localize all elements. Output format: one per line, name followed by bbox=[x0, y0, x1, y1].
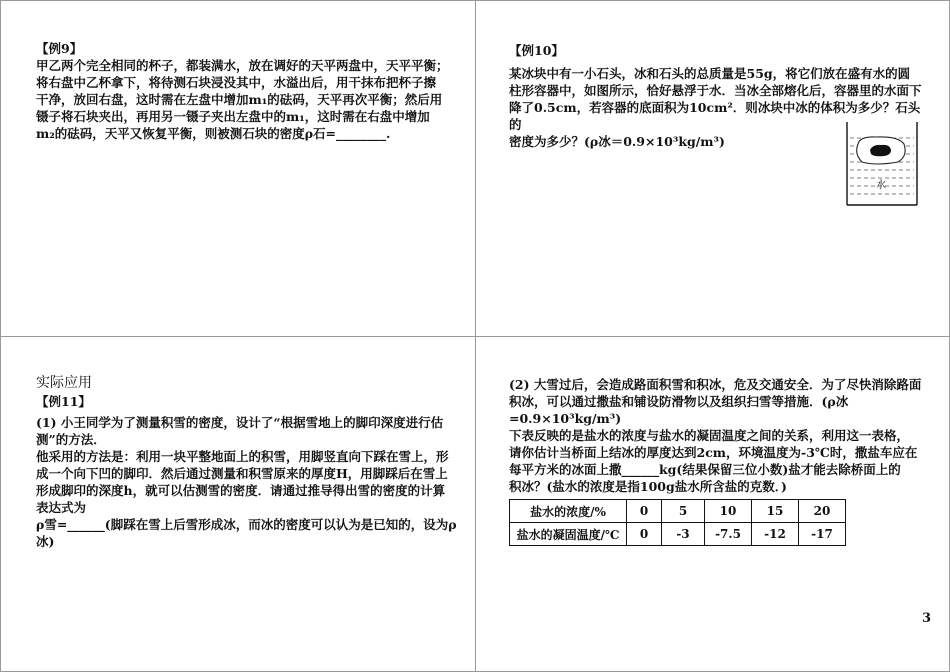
table-cell: -17 bbox=[799, 523, 846, 546]
example-11b-line: =0.9×10³kg/m³) bbox=[509, 411, 622, 426]
example-11-line: 表达式为 bbox=[36, 500, 87, 515]
example-9-line: 将右盘中乙杯拿下，将待测石块浸没其中，水溢出后，用干抹布把杯子擦 bbox=[36, 75, 437, 90]
example-10-line: 密度为多少？(ρ冰＝0.9×10³kg/m³) bbox=[509, 134, 725, 149]
table-header-cell: 盐水的凝固温度/℃ bbox=[510, 523, 627, 546]
example-11-part-2 bbox=[509, 376, 929, 495]
salt-water-table bbox=[509, 499, 846, 546]
table-cell: 20 bbox=[799, 500, 846, 523]
example-9-line: m₂的砝码，天平又恢复平衡，则被测石块的密度ρ石=________. bbox=[36, 126, 391, 141]
example-10-line: 降了0.5cm，若容器的底面积为10cm²．则冰块中冰的体积为多少？石头的 bbox=[509, 100, 921, 132]
table-cell: 15 bbox=[752, 500, 799, 523]
example-9-line: 甲乙两个完全相同的杯子，都装满水，放在调好的天平两盘中，天平平衡； bbox=[36, 58, 449, 73]
table-row bbox=[510, 523, 846, 546]
example-10-line: 柱形容器中，如图所示，恰好悬浮于水．当冰全部熔化后，容器里的水面下 bbox=[509, 83, 922, 98]
salt-table-wrapper bbox=[509, 499, 846, 546]
example-11 bbox=[36, 375, 466, 550]
example-9 bbox=[36, 40, 456, 142]
table-cell: -12 bbox=[752, 523, 799, 546]
example-11-line: (1) 小王同学为了测量积雪的密度，设计了“根据雪地上的脚印深度进行估 bbox=[36, 415, 444, 430]
example-11-line: 形成脚印的深度h，就可以估测雪的密度．请通过推导得出雪的密度的计算 bbox=[36, 483, 446, 498]
section-title: 实际应用 bbox=[36, 375, 92, 391]
container-figure bbox=[846, 122, 918, 206]
table-cell: -3 bbox=[662, 523, 705, 546]
example-11b-line: 积冰？(盐水的浓度是指100g盐水所含盐的克数．) bbox=[509, 479, 787, 494]
page-number: 3 bbox=[922, 611, 932, 626]
example-11b-line: 积冰，可以通过撒盐和铺设防滑物以及组织扫雪等措施．(ρ冰 bbox=[509, 394, 849, 409]
container-diagram bbox=[846, 122, 918, 206]
table-cell: 0 bbox=[627, 523, 662, 546]
example-11b-line: 下表反映的是盐水的浓度与盐水的凝固温度之间的关系，利用这一表格， bbox=[509, 428, 910, 443]
example-10-line: 某冰块中有一小石头，冰和石头的总质量是55g，将它们放在盛有水的圆 bbox=[509, 66, 911, 81]
example-11b-line: 每平方米的冰面上撒______kg(结果保留三位小数)盐才能去除桥面上的 bbox=[509, 462, 901, 477]
example-11-line: ρ雪=______(脚踩在雪上后雪形成冰，而冰的密度可以认为是已知的，设为ρ冰) bbox=[36, 517, 457, 549]
example-11b-line: (2) 大雪过后，会造成路面积雪和积冰，危及交通安全．为了尽快消除路面 bbox=[509, 377, 922, 392]
example-11-line: 成一个向下凹的脚印．然后通过测量和积雪原来的厚度H，用脚踩后在雪上 bbox=[36, 466, 448, 481]
example-11-label: 【例11】 bbox=[36, 394, 91, 409]
example-11-line: 他采用的方法是：利用一块平整地面上的积雪，用脚竖直向下踩在雪上，形 bbox=[36, 449, 449, 464]
table-cell: 0 bbox=[627, 500, 662, 523]
water-label: 水 bbox=[876, 180, 886, 191]
table-cell: 10 bbox=[705, 500, 752, 523]
stone bbox=[870, 145, 891, 156]
example-11b-line: 请你估计当桥面上结冰的厚度达到2cm，环境温度为-3℃时，撒盐车应在 bbox=[509, 445, 918, 460]
horizontal-divider bbox=[0, 336, 950, 337]
table-cell: 5 bbox=[662, 500, 705, 523]
table-row bbox=[510, 500, 846, 523]
table-header-cell: 盐水的浓度/% bbox=[510, 500, 627, 523]
example-9-label: 【例9】 bbox=[36, 41, 83, 56]
example-9-line: 镊子将石块夹出，再用另一镊子夹出左盘中的m₁，这时需在右盘中增加 bbox=[36, 109, 430, 124]
example-11-line: 测”的方法． bbox=[36, 432, 106, 447]
example-10-label: 【例10】 bbox=[509, 43, 564, 58]
example-9-line: 干净，放回右盘，这时需在左盘中增加m₁的砝码，天平再次平衡；然后用 bbox=[36, 92, 443, 107]
table-cell: -7.5 bbox=[705, 523, 752, 546]
